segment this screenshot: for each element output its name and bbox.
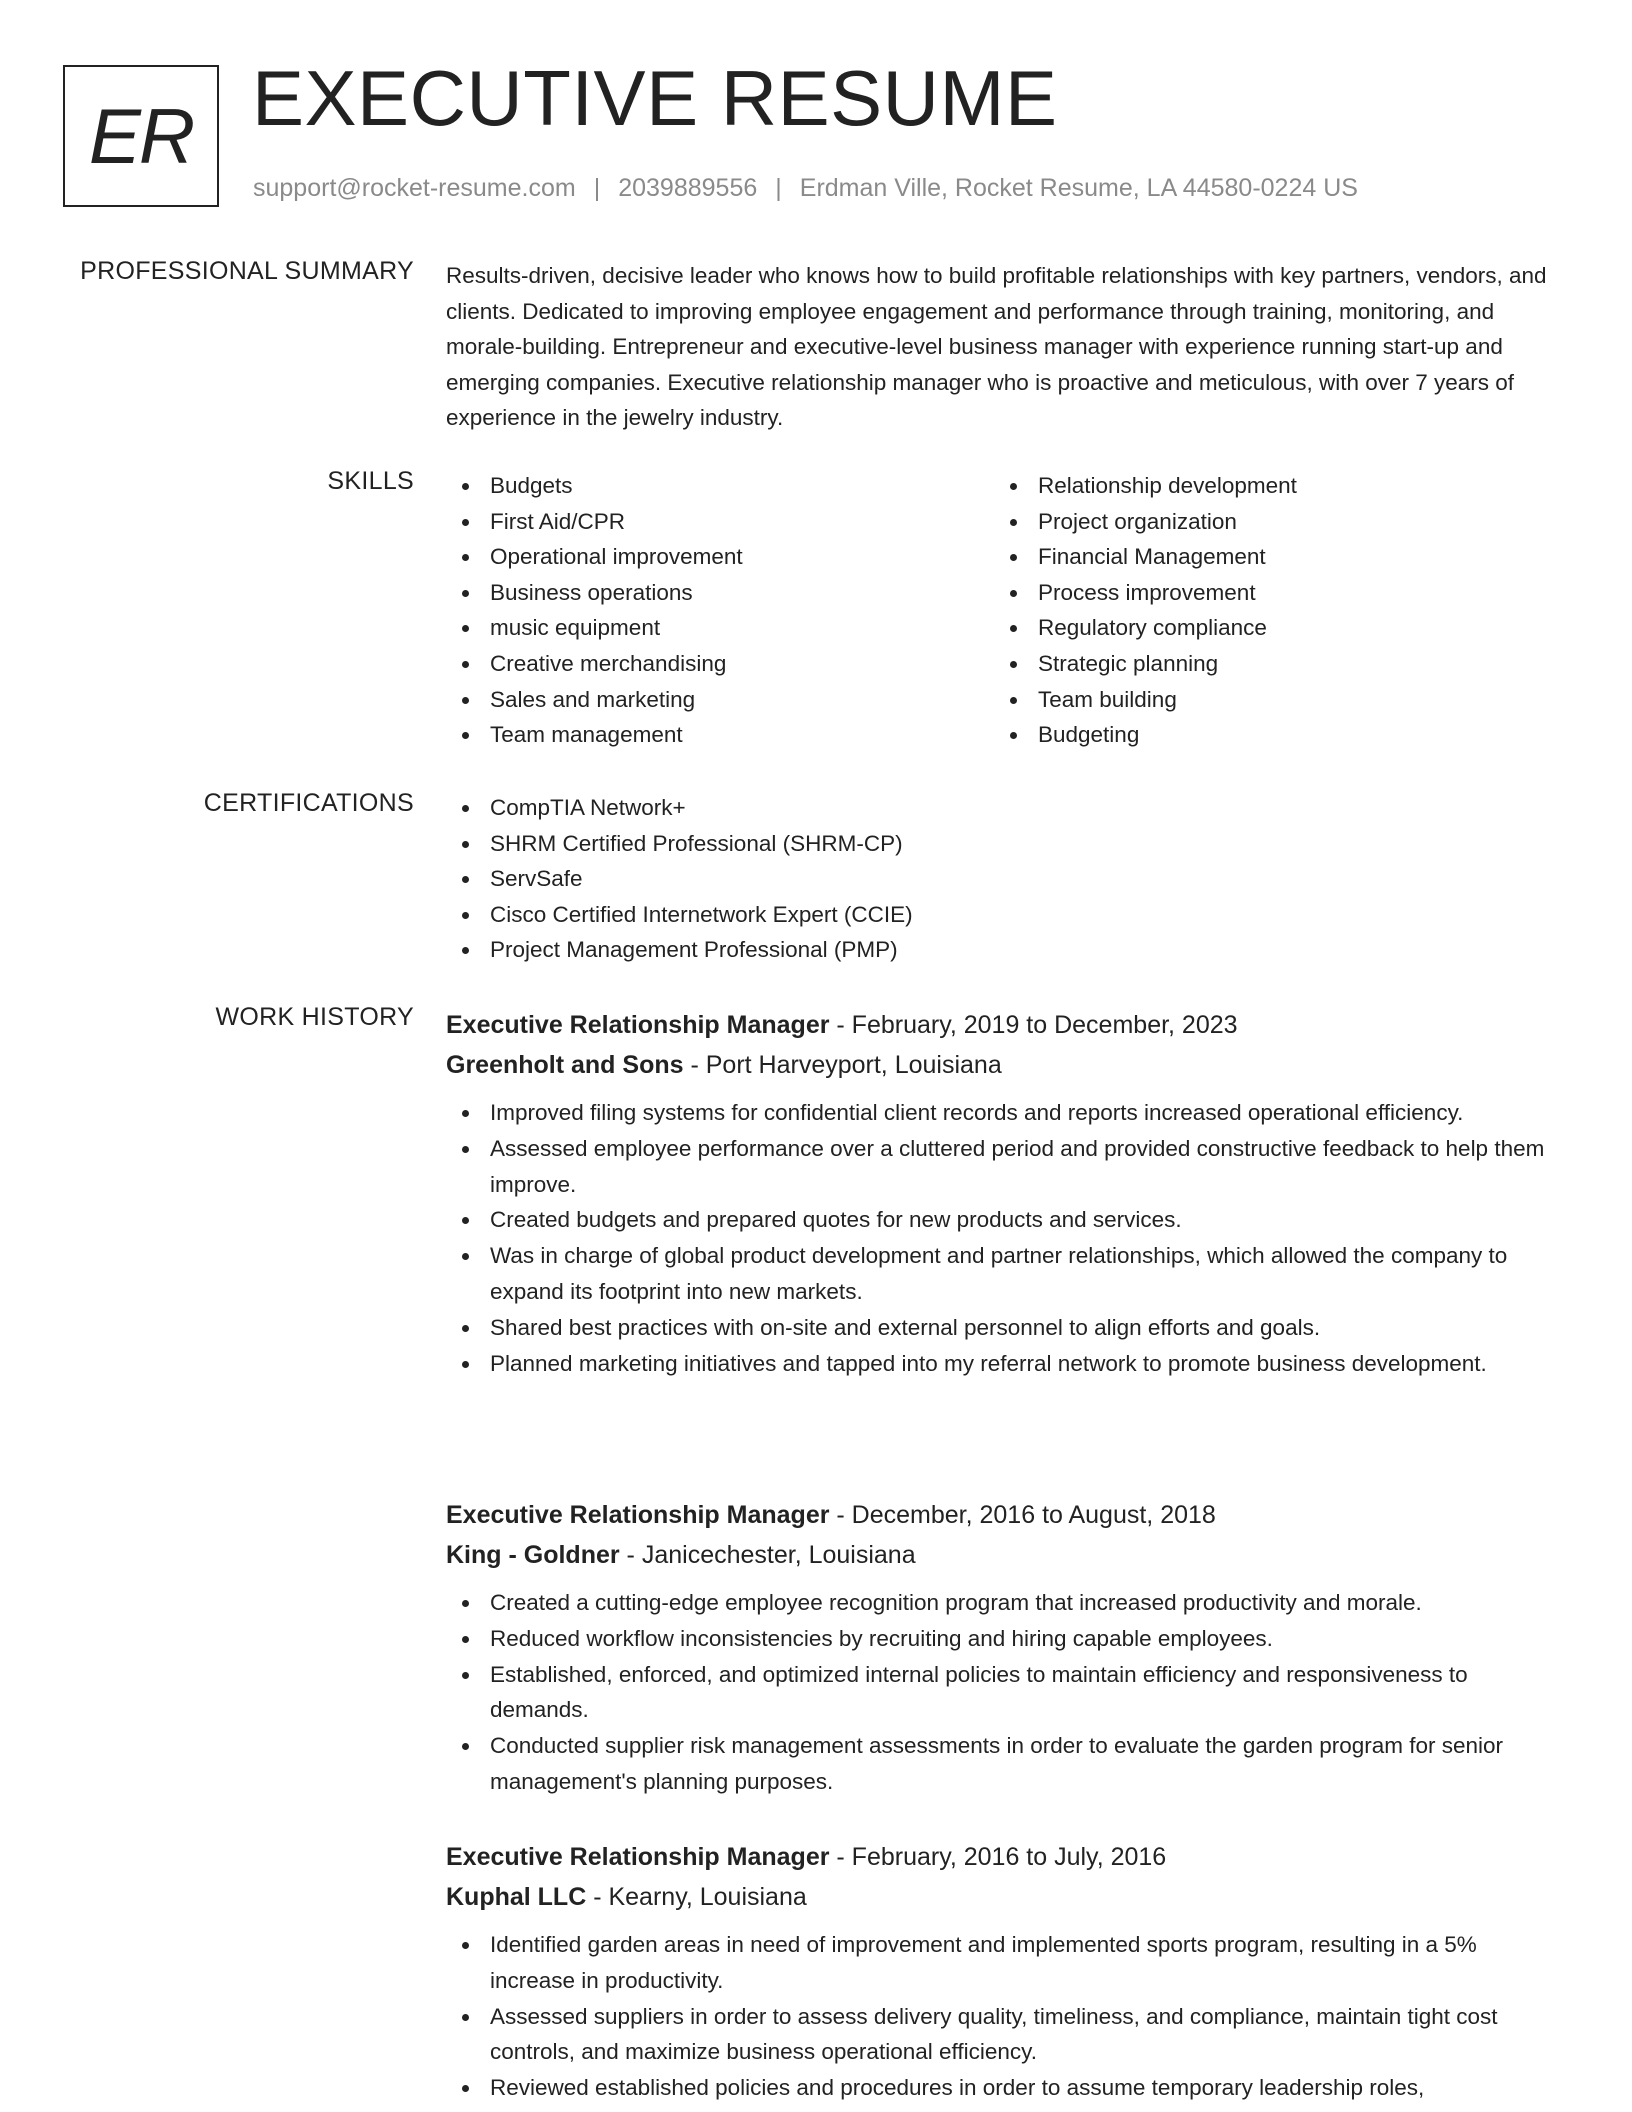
- skill-item: Budgets: [446, 468, 994, 504]
- job-bullet: Was in charge of global product development and partner relationships, which allowed the company to expand its footprint into new markets.: [446, 1238, 1566, 1310]
- job-dates: - December, 2016 to August, 2018: [829, 1501, 1216, 1529]
- job-bullet: Planned marketing initiatives and tapped into my referral network to promote business development.: [446, 1346, 1566, 1382]
- contact-email[interactable]: support@rocket-resume.com: [253, 174, 576, 202]
- job-company-line: [446, 1877, 1566, 1917]
- job-bullet: Reviewed established policies and procedures in order to assume temporary leadership roles,: [446, 2070, 1566, 2106]
- skill-item: First Aid/CPR: [446, 504, 994, 540]
- contact-line: [253, 174, 1358, 203]
- job-location: - Port Harveyport, Louisiana: [683, 1051, 1002, 1079]
- job-dates: - February, 2016 to July, 2016: [829, 1843, 1167, 1871]
- job-company-line: [446, 1535, 1566, 1575]
- contact-separator: |: [775, 174, 782, 202]
- job-company-line: [446, 1045, 1566, 1085]
- certifications-list: [446, 790, 1566, 968]
- skill-item: Process improvement: [994, 575, 1542, 611]
- certification-item: ServSafe: [446, 861, 1566, 897]
- contact-address: Erdman Ville, Rocket Resume, LA 44580-0224 US: [799, 174, 1358, 202]
- job-entry: [446, 1495, 1566, 1800]
- skill-item: Team management: [446, 717, 994, 753]
- job-role: Executive Relationship Manager: [446, 1843, 830, 1871]
- skills-list-left: [446, 468, 994, 753]
- skill-item: Regulatory compliance: [994, 610, 1542, 646]
- contact-separator: |: [593, 174, 601, 202]
- job-bullet: Established, enforced, and optimized internal policies to maintain efficiency and responsiveness to demands.: [446, 1657, 1566, 1729]
- skill-item: music equipment: [446, 610, 994, 646]
- skill-item: Budgeting: [994, 717, 1542, 753]
- job-dates: - February, 2019 to December, 2023: [829, 1011, 1238, 1039]
- skills-columns: [446, 468, 1566, 753]
- skill-item: Project organization: [994, 504, 1542, 540]
- job-company: Kuphal LLC: [446, 1883, 587, 1911]
- certifications-heading: CERTIFICATIONS: [203, 789, 414, 817]
- job-role-line: [446, 1837, 1566, 1877]
- skill-item: Strategic planning: [994, 646, 1542, 682]
- job-entry: [446, 1837, 1566, 2106]
- job-bullet: Reduced workflow inconsistencies by recruiting and hiring capable employees.: [446, 1621, 1566, 1657]
- resume-title: EXECUTIVE RESUME: [252, 54, 1058, 142]
- certification-item: CompTIA Network+: [446, 790, 1566, 826]
- job-role: Executive Relationship Manager: [446, 1501, 830, 1529]
- job-company: King - Goldner: [446, 1541, 620, 1569]
- skill-item: Business operations: [446, 575, 994, 611]
- contact-phone[interactable]: 2039889556: [618, 174, 758, 202]
- job-bullet: Created a cutting-edge employee recognition program that increased productivity and morale.: [446, 1585, 1566, 1621]
- monogram-logo: ER: [63, 65, 219, 207]
- job-bullet: Improved filing systems for confidential client records and reports increased operational efficiency.: [446, 1095, 1566, 1131]
- skill-item: Team building: [994, 682, 1542, 718]
- certification-item: Cisco Certified Internetwork Expert (CCIE): [446, 897, 1566, 933]
- skill-item: Operational improvement: [446, 539, 994, 575]
- job-bullets: [446, 1095, 1566, 1381]
- job-location: - Janicechester, Louisiana: [619, 1541, 916, 1569]
- skills-list-right: [994, 468, 1542, 753]
- summary-text: Results-driven, decisive leader who knows how to build profitable relationships with key partners, vendors, and clients. Dedicated to improving employee engagement and performance through training, monitoring, and morale-building. Entrepreneur and executive-level business manager with experience running start-up and emerging companies. Executive relationship manager who is proactive and meticulous, with over 7 years of experience in the jewelry industry.: [446, 263, 1547, 431]
- job-role: Executive Relationship Manager: [446, 1011, 830, 1039]
- job-bullet: Assessed employee performance over a cluttered period and provided constructive feedback to help them improve.: [446, 1131, 1566, 1203]
- skill-item: Sales and marketing: [446, 682, 994, 718]
- summary-heading: PROFESSIONAL SUMMARY: [80, 257, 414, 285]
- work-history-heading: WORK HISTORY: [215, 1003, 414, 1031]
- certification-item: Project Management Professional (PMP): [446, 932, 1566, 968]
- job-bullet: Shared best practices with on-site and external personnel to align efforts and goals.: [446, 1310, 1566, 1346]
- certification-item: SHRM Certified Professional (SHRM-CP): [446, 826, 1566, 862]
- job-entry: [446, 1005, 1566, 1381]
- job-bullet: Assessed suppliers in order to assess delivery quality, timeliness, and compliance, maintain tight cost controls, and maximize business operational efficiency.: [446, 1999, 1566, 2071]
- job-bullet: Identified garden areas in need of improvement and implemented sports program, resulting in a 5% increase in productivity.: [446, 1927, 1566, 1999]
- certifications-body: [446, 790, 1566, 968]
- skill-item: Financial Management: [994, 539, 1542, 575]
- skill-item: Creative merchandising: [446, 646, 994, 682]
- job-bullet: Conducted supplier risk management assessments in order to evaluate the garden program for senior management's planning purposes.: [446, 1728, 1566, 1800]
- job-location: - Kearny, Louisiana: [586, 1883, 807, 1911]
- skill-item: Relationship development: [994, 468, 1542, 504]
- job-role-line: [446, 1005, 1566, 1045]
- job-company: Greenholt and Sons: [446, 1051, 684, 1079]
- job-bullets: [446, 1927, 1566, 2106]
- job-bullets: [446, 1585, 1566, 1800]
- skills-heading: SKILLS: [327, 467, 414, 495]
- job-role-line: [446, 1495, 1566, 1535]
- job-bullet: Created budgets and prepared quotes for new products and services.: [446, 1202, 1566, 1238]
